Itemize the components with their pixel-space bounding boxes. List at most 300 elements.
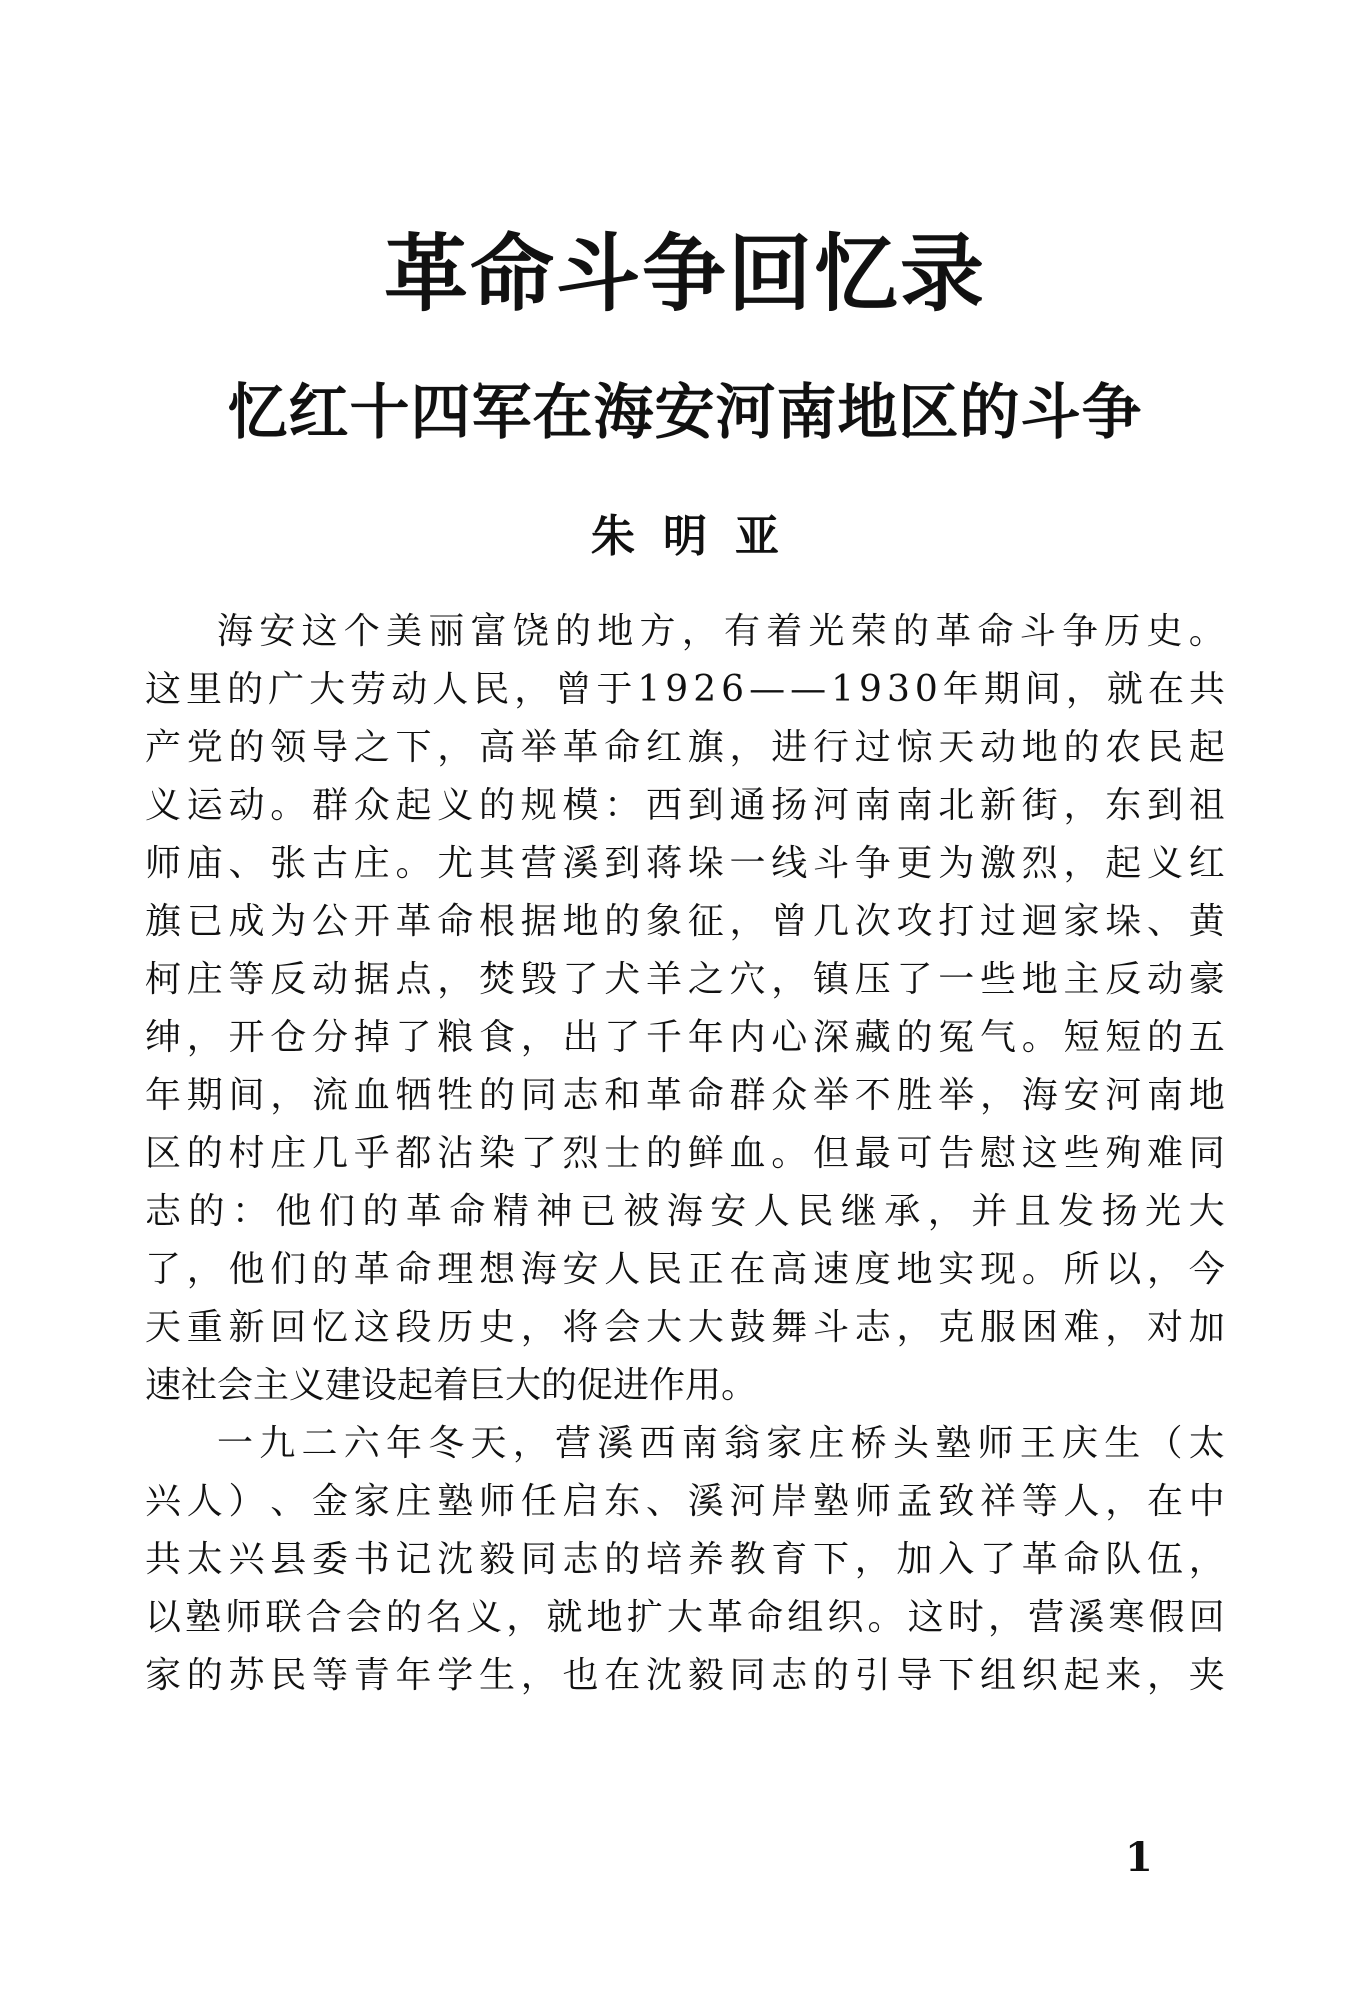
body-character: 发 xyxy=(1058,1191,1095,1232)
body-character: 师 xyxy=(479,1481,516,1522)
body-character: 命 xyxy=(437,901,474,942)
body-character: 柯 xyxy=(145,959,182,1000)
body-character: 同 xyxy=(520,1539,557,1580)
body-character: 。 xyxy=(270,785,307,826)
body-character: 。 xyxy=(395,843,432,884)
body-character: 天 xyxy=(145,1307,182,1348)
body-character: 藏 xyxy=(854,1017,891,1058)
body-character: 征 xyxy=(687,901,724,942)
body-character: 曾 xyxy=(555,669,592,710)
body-character: 高 xyxy=(771,1249,808,1290)
body-character: 人 xyxy=(1063,1481,1100,1522)
body-character: 里 xyxy=(186,669,223,710)
body-character: 了 xyxy=(145,1249,182,1290)
body-character: 的 xyxy=(362,1191,399,1232)
body-character: 群 xyxy=(729,1075,766,1116)
body-character: ， xyxy=(1105,1307,1142,1348)
body-character: 0 xyxy=(914,669,938,710)
body-character: 运 xyxy=(186,785,223,826)
body-character: 之 xyxy=(687,959,724,1000)
body-character: 历 xyxy=(1104,611,1141,652)
body-line-text xyxy=(145,1589,1225,1647)
body-character: 6 xyxy=(721,669,745,710)
body-character: 育 xyxy=(771,1539,808,1580)
body-character: 间 xyxy=(228,1075,265,1116)
body-character: 河 xyxy=(729,1481,766,1522)
body-character: 已 xyxy=(186,901,223,942)
body-character: 镇 xyxy=(813,959,850,1000)
body-character: 海 xyxy=(666,1191,703,1232)
body-character: 庄 xyxy=(353,843,390,884)
body-character: 组 xyxy=(787,1597,824,1638)
body-line-text xyxy=(145,1009,1225,1067)
body-line-text xyxy=(145,719,1225,777)
body-character: 为 xyxy=(938,843,975,884)
body-character: ： xyxy=(231,1191,268,1232)
body-character: 沾 xyxy=(437,1133,474,1174)
body-character: 也 xyxy=(562,1655,599,1696)
body-line xyxy=(145,893,1225,951)
body-character: 度 xyxy=(854,1249,891,1290)
body-character: 成 xyxy=(228,901,265,942)
body-character: 神 xyxy=(536,1191,573,1232)
body-character: 革 xyxy=(395,901,432,942)
body-character: 养 xyxy=(687,1539,724,1580)
body-character: 行 xyxy=(813,727,850,768)
body-character: 都 xyxy=(395,1133,432,1174)
body-line xyxy=(145,1299,1225,1357)
body-character: 垛 xyxy=(687,843,724,884)
body-line-text xyxy=(145,661,1225,719)
body-character: 苏 xyxy=(228,1655,265,1696)
body-character: 规 xyxy=(520,785,557,826)
body-character: 祥 xyxy=(980,1481,1017,1522)
body-character: 更 xyxy=(896,843,933,884)
body-character: 记 xyxy=(395,1539,432,1580)
body-character: ， xyxy=(437,727,474,768)
body-character: 忆 xyxy=(312,1307,349,1348)
body-character: 困 xyxy=(1021,1307,1058,1348)
body-character: 分 xyxy=(312,1017,349,1058)
body-character: 塾 xyxy=(813,1481,850,1522)
body-character: 安 xyxy=(710,1191,747,1232)
body-character: 、 xyxy=(270,1481,307,1522)
body-character: 义 xyxy=(437,785,474,826)
body-character: 慰 xyxy=(980,1133,1017,1174)
body-character: 了 xyxy=(520,1133,557,1174)
body-character: 众 xyxy=(771,1075,808,1116)
body-character: 。 xyxy=(771,1133,808,1174)
body-character: 地 xyxy=(1021,727,1058,768)
body-character: 可 xyxy=(896,1133,933,1174)
body-character: 庄 xyxy=(186,959,223,1000)
body-character: 举 xyxy=(938,1075,975,1116)
body-character: 任 xyxy=(520,1481,557,1522)
body-character: 青 xyxy=(353,1655,390,1696)
body-character: 他 xyxy=(228,1249,265,1290)
body-character: 下 xyxy=(938,1655,975,1696)
body-character: 了 xyxy=(604,1017,641,1058)
body-character: — xyxy=(790,669,827,710)
body-character: 海 xyxy=(1021,1075,1058,1116)
body-character: 回 xyxy=(270,1307,307,1348)
body-character: 、 xyxy=(646,1481,683,1522)
body-character: 年 xyxy=(942,669,979,710)
body-character: 的 xyxy=(227,669,264,710)
body-character: 以 xyxy=(1105,1249,1142,1290)
body-character: 下 xyxy=(395,727,432,768)
page-number: 1 xyxy=(1125,1834,1153,1881)
body-character: 的 xyxy=(312,1249,349,1290)
body-character: 教 xyxy=(729,1539,766,1580)
body-character: 羊 xyxy=(646,959,683,1000)
body-line xyxy=(145,661,1225,719)
body-character: 。 xyxy=(867,1597,904,1638)
body-line-text xyxy=(145,1125,1225,1183)
author-name: 朱明亚 xyxy=(591,511,807,562)
body-character: 次 xyxy=(854,901,891,942)
body-character: 进 xyxy=(771,727,808,768)
body-character: 庄 xyxy=(808,1423,845,1464)
body-character: 的 xyxy=(1147,1017,1184,1058)
body-character: 组 xyxy=(980,1655,1017,1696)
body-character: ， xyxy=(1063,785,1100,826)
body-character: ， xyxy=(980,1075,1017,1116)
body-character: 犬 xyxy=(604,959,641,1000)
body-character: 导 xyxy=(896,1655,933,1696)
body-character: 毅 xyxy=(479,1539,516,1580)
body-line xyxy=(145,835,1225,893)
body-character: 争 xyxy=(1062,611,1099,652)
main-title: 革命斗争回忆录 xyxy=(383,224,986,323)
body-character: ， xyxy=(520,1017,557,1058)
body-character: 古 xyxy=(312,843,349,884)
body-character: 蒋 xyxy=(646,843,683,884)
body-character: 饶 xyxy=(512,611,549,652)
body-character: 继 xyxy=(840,1191,877,1232)
body-character: ， xyxy=(987,1597,1024,1638)
body-character: 革 xyxy=(1021,1539,1058,1580)
body-character: 师 xyxy=(977,1423,1014,1464)
body-character: 史 xyxy=(1146,611,1183,652)
body-character: 人 xyxy=(604,1249,641,1290)
body-character: 的 xyxy=(646,1133,683,1174)
body-character: 命 xyxy=(604,727,641,768)
body-character: 豪 xyxy=(1188,959,1225,1000)
body-character: 了 xyxy=(395,1017,432,1058)
body-character: 志 xyxy=(145,1191,182,1232)
body-character: 在 xyxy=(1147,669,1184,710)
body-character: 南 xyxy=(854,785,891,826)
body-character: 河 xyxy=(1105,1075,1142,1116)
body-character: 迴 xyxy=(1021,901,1058,942)
body-line xyxy=(145,951,1225,1009)
body-character: 加 xyxy=(896,1539,933,1580)
body-character: 承 xyxy=(884,1191,921,1232)
body-line xyxy=(145,1183,1225,1241)
body-line xyxy=(145,1125,1225,1183)
body-character: 年 xyxy=(395,1655,432,1696)
body-character: 为 xyxy=(270,901,307,942)
body-character: 现 xyxy=(980,1249,1017,1290)
body-character: 学 xyxy=(437,1655,474,1696)
body-line-text xyxy=(145,951,1225,1009)
body-character: 烈 xyxy=(562,1133,599,1174)
body-character: 冬 xyxy=(428,1423,465,1464)
body-character: 东 xyxy=(1105,785,1142,826)
body-character: 命 xyxy=(977,611,1014,652)
body-character: 动 xyxy=(1147,959,1184,1000)
body-character: 克 xyxy=(938,1307,975,1348)
body-character: 些 xyxy=(980,959,1017,1000)
body-character: ， xyxy=(927,1191,964,1232)
body-character: 于 xyxy=(596,669,633,710)
article-subtitle: 忆红十四军在海安河南地区的斗争 xyxy=(227,378,1143,448)
body-character: 营 xyxy=(1028,1597,1065,1638)
body-character: 师 xyxy=(225,1597,262,1638)
body-character: 红 xyxy=(1188,843,1225,884)
body-character: 鲜 xyxy=(687,1133,724,1174)
body-character: 乎 xyxy=(353,1133,390,1174)
body-character: 会 xyxy=(604,1307,641,1348)
body-character: 安 xyxy=(562,1249,599,1290)
body-line xyxy=(145,1415,1225,1473)
body-character: 大 xyxy=(666,1597,703,1638)
body-character: 共 xyxy=(1188,669,1225,710)
body-character: 告 xyxy=(938,1133,975,1174)
body-character: 们 xyxy=(270,1249,307,1290)
body-character: 根 xyxy=(479,901,516,942)
body-character: 启 xyxy=(562,1481,599,1522)
body-character: 深 xyxy=(813,1017,850,1058)
body-character: 掉 xyxy=(353,1017,390,1058)
body-character: 速 xyxy=(813,1249,850,1290)
body-character: 海 xyxy=(520,1249,557,1290)
body-character: 革 xyxy=(706,1597,743,1638)
body-character: 但 xyxy=(813,1133,850,1174)
body-character: 村 xyxy=(228,1133,265,1174)
body-line xyxy=(145,1647,1225,1705)
body-character: 和 xyxy=(604,1075,641,1116)
body-character: 志 xyxy=(854,1307,891,1348)
body-character: 沈 xyxy=(646,1655,683,1696)
body-character: 广 xyxy=(268,669,305,710)
body-character: 且 xyxy=(1014,1191,1051,1232)
body-line-text xyxy=(145,1531,1225,1589)
body-character: 争 xyxy=(854,843,891,884)
article-body xyxy=(145,603,1225,1705)
body-character: 民 xyxy=(646,1249,683,1290)
body-character: 扬 xyxy=(771,785,808,826)
body-character: 几 xyxy=(312,1133,349,1174)
body-character: 同 xyxy=(729,1655,766,1696)
body-character: 牲 xyxy=(437,1075,474,1116)
body-character: 夹 xyxy=(1188,1655,1225,1696)
body-character: ） xyxy=(228,1481,265,1522)
body-character: 对 xyxy=(1147,1307,1184,1348)
body-character: 所 xyxy=(1063,1249,1100,1290)
body-character: 王 xyxy=(1019,1423,1056,1464)
body-character: 人 xyxy=(186,1481,223,1522)
body-character: 祖 xyxy=(1188,785,1225,826)
body-character: ， xyxy=(681,611,718,652)
body-line-text xyxy=(145,835,1225,893)
body-character: ， xyxy=(1063,843,1100,884)
body-character: 等 xyxy=(312,1655,349,1696)
body-character: 动 xyxy=(980,727,1017,768)
body-character: 染 xyxy=(479,1133,516,1174)
body-character: 红 xyxy=(646,727,683,768)
body-character: ， xyxy=(771,959,808,1000)
body-character: 回 xyxy=(1188,1597,1225,1638)
body-character: 书 xyxy=(353,1539,390,1580)
body-line-text xyxy=(217,1415,1225,1473)
body-character: 等 xyxy=(1021,1481,1058,1522)
body-character: 反 xyxy=(1105,959,1142,1000)
body-character: 史 xyxy=(479,1307,516,1348)
body-character: 、 xyxy=(1147,901,1184,942)
body-character: 的 xyxy=(188,1191,225,1232)
body-character: 家 xyxy=(766,1423,803,1464)
body-character: 培 xyxy=(646,1539,683,1580)
body-character: 到 xyxy=(687,785,724,826)
body-character: 区 xyxy=(145,1133,182,1174)
body-character: 个 xyxy=(343,611,380,652)
body-character: 有 xyxy=(724,611,761,652)
body-character: 革 xyxy=(646,1075,683,1116)
body-character: 塾 xyxy=(935,1423,972,1464)
body-character: 主 xyxy=(1063,959,1100,1000)
body-character: 千 xyxy=(646,1017,683,1058)
body-line-text xyxy=(217,603,1225,661)
body-line-text: 速社会主义建设起着巨大的促进作用。 xyxy=(145,1365,758,1406)
body-character: 舞 xyxy=(771,1307,808,1348)
body-line-text xyxy=(145,1299,1225,1357)
body-character: 的 xyxy=(479,1075,516,1116)
body-character: 们 xyxy=(318,1191,355,1232)
body-character: 了 xyxy=(896,959,933,1000)
body-character: 短 xyxy=(1063,1017,1100,1058)
body-character: 伍 xyxy=(1147,1539,1184,1580)
body-character: 溪 xyxy=(687,1481,724,1522)
body-character: 织 xyxy=(827,1597,864,1638)
body-character: 新 xyxy=(228,1307,265,1348)
body-character: 家 xyxy=(145,1655,182,1696)
body-character: 光 xyxy=(1145,1191,1182,1232)
body-character: 新 xyxy=(980,785,1017,826)
body-line xyxy=(145,603,1225,661)
body-character: 压 xyxy=(854,959,891,1000)
body-character: 南 xyxy=(896,785,933,826)
body-character: 。 xyxy=(1188,611,1225,652)
body-character: 的 xyxy=(893,611,930,652)
body-character: 命 xyxy=(395,1249,432,1290)
body-character: 期 xyxy=(983,669,1020,710)
body-character: 塾 xyxy=(185,1597,222,1638)
body-character: 惊 xyxy=(896,727,933,768)
body-character: 了 xyxy=(562,959,599,1000)
body-character: 在 xyxy=(729,1249,766,1290)
body-line xyxy=(145,719,1225,777)
body-character: 通 xyxy=(729,785,766,826)
body-character: 的 xyxy=(555,611,592,652)
body-character: 庆 xyxy=(1062,1423,1099,1464)
body-character: 革 xyxy=(353,1249,390,1290)
body-character: 命 xyxy=(687,1075,724,1116)
body-character: 会 xyxy=(345,1597,382,1638)
body-character: 营 xyxy=(555,1423,592,1464)
body-character: 众 xyxy=(353,785,390,826)
body-character: ， xyxy=(437,959,474,1000)
body-character: 家 xyxy=(353,1481,390,1522)
body-character: 义 xyxy=(1147,843,1184,884)
body-character: 就 xyxy=(1106,669,1143,710)
body-character: 庙 xyxy=(186,843,223,884)
body-character: 模 xyxy=(562,785,599,826)
body-character: 引 xyxy=(854,1655,891,1696)
body-character: 庄 xyxy=(395,1481,432,1522)
body-character: 其 xyxy=(479,843,516,884)
body-character: 他 xyxy=(275,1191,312,1232)
body-character: 五 xyxy=(1188,1017,1225,1058)
body-character: 气 xyxy=(980,1017,1017,1058)
body-character: 起 xyxy=(1188,727,1225,768)
body-character: 点 xyxy=(395,959,432,1000)
body-character: 的 xyxy=(1063,727,1100,768)
body-character: 师 xyxy=(854,1481,891,1522)
body-character: 一 xyxy=(217,1423,254,1464)
body-character: 大 xyxy=(1188,1191,1225,1232)
body-character: 党 xyxy=(186,727,223,768)
body-character: 、 xyxy=(228,843,265,884)
body-line-text xyxy=(145,1183,1225,1241)
body-character: 美 xyxy=(386,611,423,652)
body-line xyxy=(145,1357,1225,1415)
body-character: 举 xyxy=(813,1075,850,1116)
body-character: 些 xyxy=(1063,1133,1100,1174)
body-character: 斗 xyxy=(1019,611,1056,652)
body-character: 就 xyxy=(546,1597,583,1638)
body-character: 革 xyxy=(562,727,599,768)
body-character: 义 xyxy=(145,785,182,826)
body-character: 冤 xyxy=(938,1017,975,1058)
body-character: 的 xyxy=(604,901,641,942)
body-character: 开 xyxy=(353,901,390,942)
body-character: 志 xyxy=(562,1075,599,1116)
body-character: 着 xyxy=(766,611,803,652)
body-character: 命 xyxy=(747,1597,784,1638)
body-character: 天 xyxy=(938,727,975,768)
body-character: 的 xyxy=(813,1655,850,1696)
body-character: 扩 xyxy=(626,1597,663,1638)
body-character: 以 xyxy=(145,1597,182,1638)
body-character: 产 xyxy=(145,727,182,768)
body-character: 年 xyxy=(687,1017,724,1058)
body-character: 鼓 xyxy=(729,1307,766,1348)
body-character: 精 xyxy=(492,1191,529,1232)
body-character: 义 xyxy=(466,1597,503,1638)
body-character: ， xyxy=(520,1655,557,1696)
body-character: 光 xyxy=(808,611,845,652)
body-character: ， xyxy=(729,727,766,768)
body-character: 并 xyxy=(971,1191,1008,1232)
body-character: 下 xyxy=(813,1539,850,1580)
body-line-text xyxy=(145,777,1225,835)
body-character: 荣 xyxy=(850,611,887,652)
body-character: 了 xyxy=(980,1539,1017,1580)
body-character: 二 xyxy=(301,1423,338,1464)
body-character: 起 xyxy=(395,785,432,826)
